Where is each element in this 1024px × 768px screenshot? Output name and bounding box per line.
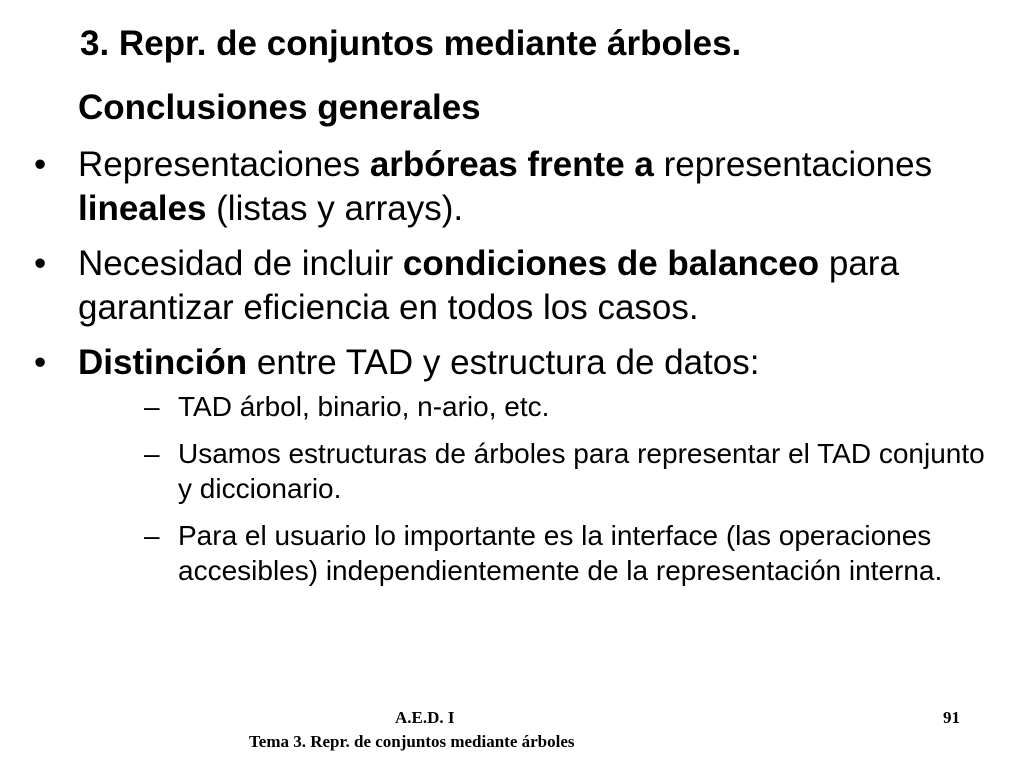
slide-title: 3. Repr. de conjuntos mediante árboles. xyxy=(80,24,742,63)
bullet-item xyxy=(30,341,990,588)
bullet-text xyxy=(78,145,932,228)
sub-bullet-text: Usamos estructuras de árboles para representar el TAD conjunto y diccionario. xyxy=(178,438,985,504)
bullet-text-segment: Necesidad de incluir xyxy=(78,244,403,283)
bullet-text xyxy=(78,244,899,327)
sub-bullet-list xyxy=(78,389,990,588)
sub-bullet-text: TAD árbol, binario, n-ario, etc. xyxy=(178,391,550,422)
slide-subtitle: Conclusiones generales xyxy=(78,88,481,127)
bullet-text-bold: condiciones de balanceo xyxy=(402,244,820,283)
sub-bullet-text: Para el usuario lo importante es la interface (las operaciones accesibles) independientemente de la representación interna. xyxy=(178,520,943,586)
sub-bullet-item xyxy=(78,389,990,424)
sub-bullet-item xyxy=(78,518,990,588)
footer-course: A.E.D. I xyxy=(395,708,455,727)
bullet-text-segment: para garantizar eficiencia en todos los casos. xyxy=(78,244,899,327)
bullet-text-bold: arbóreas frente a xyxy=(369,145,654,184)
bullet-marker: • xyxy=(34,343,47,382)
footer-page-number: 91 xyxy=(943,708,960,727)
sub-bullet-marker: – xyxy=(144,391,160,422)
bullet-text-segment: representaciones xyxy=(653,145,933,184)
sub-bullet-marker: – xyxy=(144,438,160,469)
bullet-marker: • xyxy=(34,145,47,184)
bullet-text xyxy=(78,343,759,382)
bullet-text-segment: entre TAD y estructura de datos: xyxy=(247,343,760,382)
footer-topic: Tema 3. Repr. de conjuntos mediante árboles xyxy=(249,732,575,751)
bullet-text-bold: Distinción xyxy=(78,343,248,382)
bullet-list xyxy=(30,143,990,600)
bullet-item xyxy=(30,242,990,330)
sub-bullet-marker: – xyxy=(144,520,160,551)
bullet-text-segment: (listas y arrays). xyxy=(206,189,464,228)
bullet-text-segment: Representaciones xyxy=(78,145,370,184)
bullet-text-bold: lineales xyxy=(78,189,207,228)
bullet-item xyxy=(30,143,990,231)
sub-bullet-item xyxy=(78,436,990,506)
bullet-marker: • xyxy=(34,244,47,283)
